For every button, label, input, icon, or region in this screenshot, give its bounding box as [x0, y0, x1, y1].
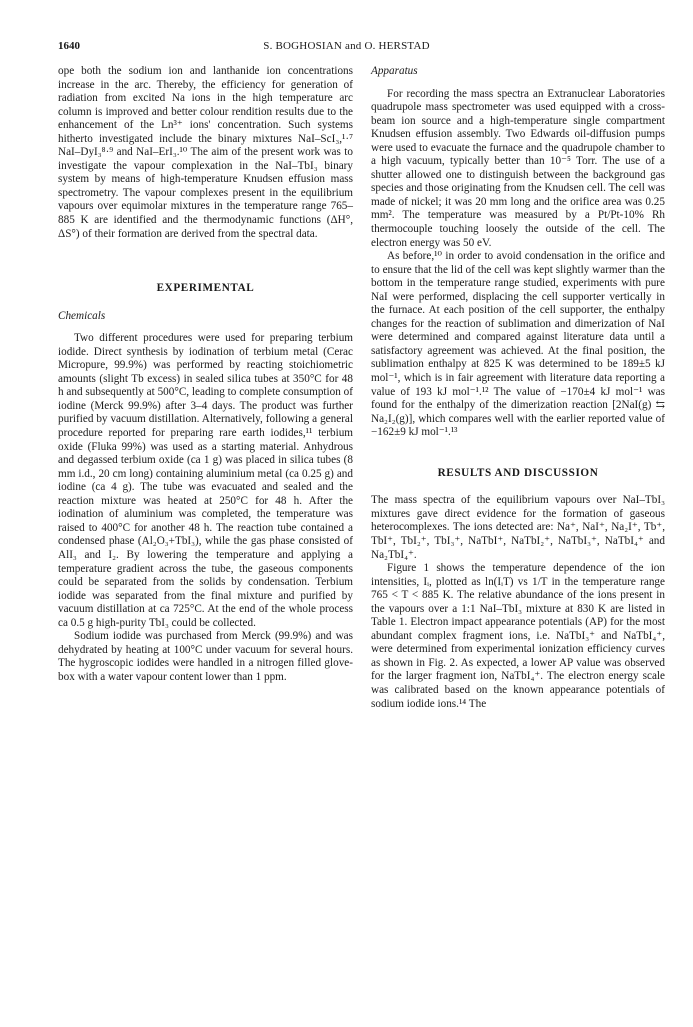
- chemicals-paragraph: Sodium iodide was purchased from Merck (99.9%) and was dehydrated by heating at 100°C under vacuum for several hours. The hygroscopic iodides were handled in a nitrogen filled glove-box with a water vapour content lower than 1 ppm.: [58, 630, 353, 683]
- apparatus-paragraph: For recording the mass spectra an Extranuclear Laboratories quadrupole mass spectrometer was used equipped with a cross-beam ion source and a high-temperature single compartment Knudsen effusion assembly. Two Edwards oil-diffusion pumps were used to evacuate the furnace and the quadrupole chamber to a high vacuum, typically better than 10⁻⁵ Torr. The use of a shutter allowed one to distinguish between the background gas species and those originating from the Knudsen cell. The cell was made of nickel; it was 20 mm long and the orifice area was 0.25 mm². The temperature was measured by a Pt/Pt-10% Rh thermocouple touching loosely the outside of the cell. The electron energy was 50 eV.: [371, 87, 666, 249]
- experimental-heading: EXPERIMENTAL: [156, 282, 255, 295]
- apparatus-subheading: Apparatus: [371, 65, 418, 77]
- running-head-authors: S. BOGHOSIAN and O. HERSTAD: [263, 40, 430, 52]
- intro-paragraph: ope both the sodium ion and lanthanide ion concentrations increase in the arc. Thereby, the efficiency for generation of radiation from excited Na ions in the high temperature arc column is improved and better colour rendition results due to the enhancement of the Ln³⁺ ions' concentration. Such systems hitherto investigated include the binary mixtures NaI–ScI₃,¹·⁷ NaI–DyI₃⁸·⁹ and NaI–ErI₃.¹⁰ The aim of the present work was to investigate the vapour complexation in the NaI–TbI₃ binary system by means of high-temperature Knudsen effusion mass spectrometry. The vapour complexes present in the equilibrium vapours over equimolar mixtures in the temperature range 765–885 K are identified and the thermodynamic functions (ΔH°, ΔS°) of their formation are derived from the spectral data.: [58, 65, 353, 240]
- results-heading: RESULTS AND DISCUSSION: [437, 466, 599, 479]
- left-column: [58, 65, 353, 684]
- results-paragraph: Figure 1 shows the temperature dependence of the ion intensities, Iᵢ, plotted as ln(IᵢT) vs 1/T in the temperature range 765 < T < 885 K. The relative abundance of the ions present in the vapours over a 1:1 NaI–TbI₃ mixture at 830 K are listed in Table 1. Electron impact appearance potentials (AP) for the most abundant complex fragment ions, i.e. NaTbI₃⁺ and NaTbI₄⁺, were determined from experimental ionization efficiency curves as shown in Fig. 2. As expected, a lower AP value was observed for the larger fragment ion, NaTbI₄⁺. The electron energy scale was calibrated based on the known appearance potentials of sodium iodide ions.¹⁴ The: [371, 562, 665, 710]
- page-number: 1640: [58, 40, 80, 52]
- chemicals-subheading: Chemicals: [58, 309, 106, 322]
- results-paragraph: The mass spectra of the equilibrium vapours over NaI–TbI₃ mixtures gave direct evidence for the formation of gaseous heterocomplexes. The ions detected are: Na⁺, NaI⁺, Na₂I⁺, Tb⁺, TbI⁺, TbI₂⁺, TbI₃⁺, NaTbI⁺, NaTbI₂⁺, NaTbI₃⁺, NaTbI₄⁺ and Na₂TbI₄⁺.: [371, 494, 665, 561]
- apparatus-paragraph: As before,¹⁰ in order to avoid condensation in the orifice and to ensure that the lid of the cell was kept slightly warmer than the bottom in the temperature range studied, experiments with pure NaI were performed, displacing the cell supporter vertically in the furnace. At each position of the cell supporter, the enthalpy changes for the reaction of sublimation and dimerization of NaI were determined and compared against literature data until a satisfactory agreement was achieved. At the final position, the sublimation enthalpy at 825 K was determined to be 189±5 kJ mol⁻¹, which is in fair agreement with literature data reporting a value of 193 kJ mol⁻¹.¹² The value of −170±4 kJ mol⁻¹ was found for the enthalpy of the dimerization reaction [2NaI(g) ⇆ Na₂I₂(g)], which compares well with the earlier reported value of −162±9 kJ mol⁻¹.¹³: [371, 250, 665, 439]
- chemicals-paragraph: Two different procedures were used for preparing terbium iodide. Direct synthesis by iodination of terbium metal (Cerac Micropure, 99.9%) was performed by reacting stoichiometric amounts (slight Tb excess) in sealed silica tubes at 350°C for 48 h and subsequently at 500°C, leading to complete consumption of iodine (Merck 99.9%) after 3–4 days. The product was further purified by vacuum distillation. Alternatively, following a general procedure reported for preparing rare earth iodides,¹¹ terbium oxide (Fluka 99%) was used as a starting material. Anhydrous and degassed terbium oxide (ca 1 g) was placed in silica tubes (8 mm i.d., 20 cm long) containing aluminium metal (ca 0.25 g) and iodine (ca 4 g). The tube was evacuated and sealed and the reaction mixture was heated at 250°C for 48 h. After the iodination of aluminium was completed, the temperature was raised to 400°C for another 48 h. The reaction tube contained a condensed phase (Al₂O₃+TbI₃), while the gas phase consisted of AlI₃ and I₂. By lowering the temperature and applying a temperature gradient across the tube, the gaseous components could be separated from the solids by condensation. Terbium iodide was separated from the final mixture and purified by vacuum distillation at ca 725°C. At the end of the whole process ca 0.5 g high-purity TbI₃ could be collected.: [58, 332, 353, 629]
- right-column: [371, 65, 665, 711]
